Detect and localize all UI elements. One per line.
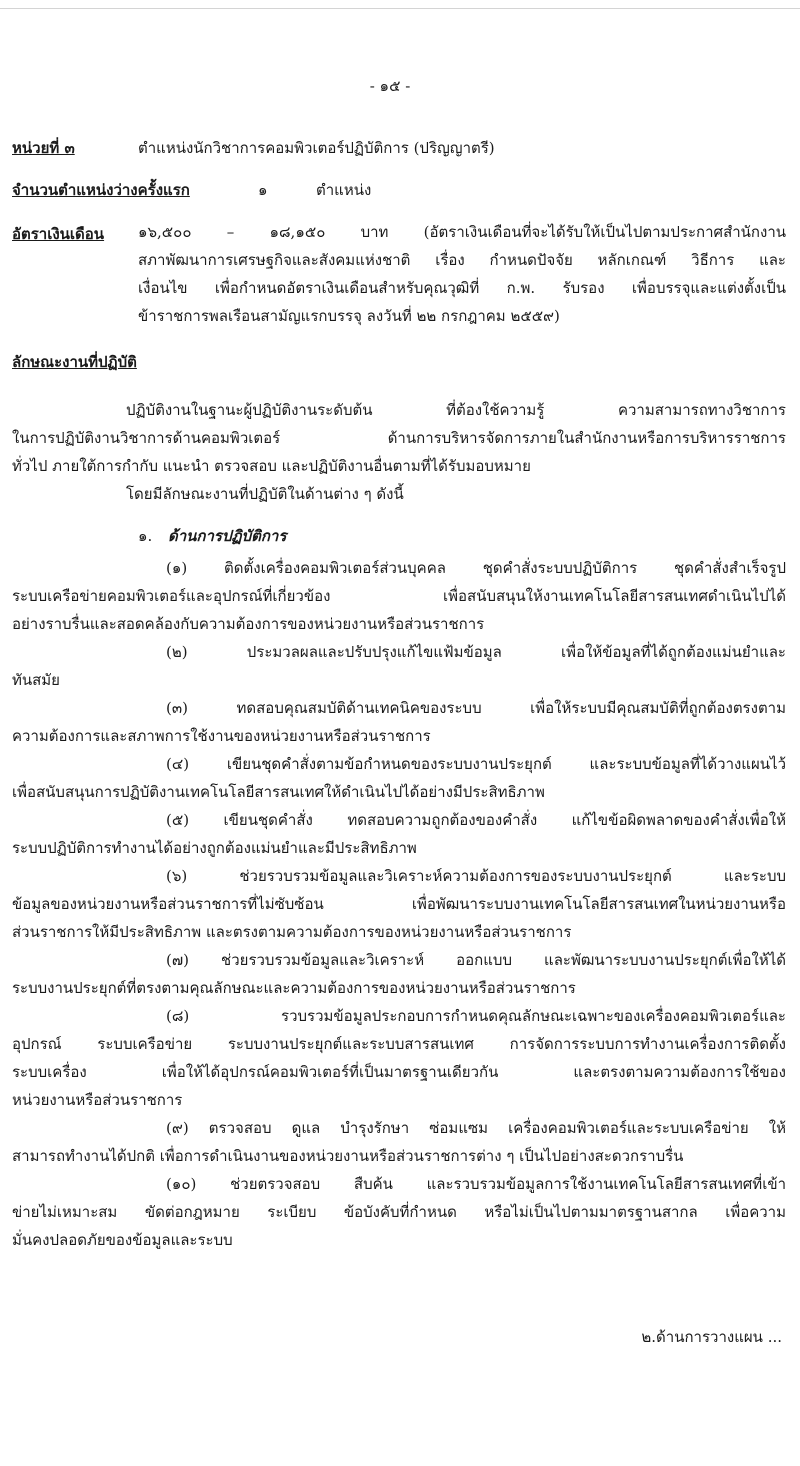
intro-line: ทั่วไป ภายใต้การกำกับ แนะนำ ตรวจสอบ และปฏิบัติงานอื่นตามที่ได้รับมอบหมาย xyxy=(12,457,531,475)
item-line: ทันสมัย xyxy=(12,671,60,689)
item-line: (๗) ช่วยรวบรวมข้อมูลและวิเคราะห์ ออกแบบ และพัฒนาระบบงานประยุกต์เพื่อให้ได้ xyxy=(166,951,786,969)
intro-line: ปฏิบัติงานในฐานะผู้ปฏิบัติงานระดับต้น ที่ต้องใช้ความรู้ ความสามารถทางวิชาการ xyxy=(126,401,786,419)
unit-label: หน่วยที่ ๓ xyxy=(12,139,75,157)
salary-label: อัตราเงินเดือน xyxy=(12,225,105,243)
salary-line: ข้าราชการพลเรือนสามัญแรกบรรจุ ลงวันที่ ๒๒ กรกฎาคม ๒๕๕๙) xyxy=(138,307,560,325)
item-line: สามารถทำงานได้ปกติ เพื่อการดำเนินงานของหน่วยงานหรือส่วนราชการต่าง ๆ เป็นไปอย่างสะดวกราบรื่น xyxy=(12,1147,684,1165)
list-item xyxy=(12,946,786,1002)
item-line: มั่นคงปลอดภัยของข้อมูลและระบบ xyxy=(12,1231,233,1249)
section-number: ๑. xyxy=(138,527,153,545)
item-line: ระบบเครื่อง เพื่อให้ได้อุปกรณ์คอมพิวเตอร์ที่เป็นมาตรฐานเดียวกัน และตรงตามความต้องการใช้ของ xyxy=(12,1063,786,1081)
vacancy-count: ๑ xyxy=(258,181,268,199)
item-line: ส่วนราชการให้มีประสิทธิภาพ และตรงตามความต้องการของหน่วยงานหรือส่วนราชการ xyxy=(12,923,572,941)
item-line: (๙) ตรวจสอบ ดูแล บำรุงรักษา ซ่อมแซม เครื่องคอมพิวเตอร์และระบบเครือข่าย ให้ xyxy=(166,1119,786,1137)
section-title: ด้านการปฏิบัติการ xyxy=(168,527,287,545)
salary-line: ๑๖,๕๐๐ – ๑๘,๑๕๐ บาท (อัตราเงินเดือนที่จะได้รับให้เป็นไปตามประกาศสำนักงาน xyxy=(138,223,786,241)
vacancy-unit: ตำแหน่ง xyxy=(316,181,372,199)
page-number: - ๑๕ - xyxy=(369,77,411,95)
intro-paragraph xyxy=(12,396,786,508)
vacancy-label: จำนวนตำแหน่งว่างครั้งแรก xyxy=(12,181,190,199)
job-nature-heading: ลักษณะงานที่ปฏิบัติ xyxy=(12,353,137,371)
item-line: (๑) ติดตั้งเครื่องคอมพิวเตอร์ส่วนบุคคล ชุดคำสั่งระบบปฏิบัติการ ชุดคำสั่งสำเร็จรูป xyxy=(166,559,786,577)
salary-line: สภาพัฒนาการเศรษฐกิจและสังคมแห่งชาติ เรื่อง กำหนดปัจจัย หลักเกณฑ์ วิธีการ และ xyxy=(138,251,786,269)
item-line: ระบบงานประยุกต์ที่ตรงตามคุณลักษณะและความต้องการของหน่วยงานหรือส่วนราชการ xyxy=(12,979,576,997)
item-line: (๖) ช่วยรวบรวมข้อมูลและวิเคราะห์ความต้องการของระบบงานประยุกต์ และระบบ xyxy=(166,867,786,885)
list-item xyxy=(12,1114,786,1170)
item-line: (๘) รวบรวมข้อมูลประกอบการกำหนดคุณลักษณะเฉพาะของเครื่องคอมพิวเตอร์และ xyxy=(166,1007,786,1025)
item-line: ข้อมูลของหน่วยงานหรือส่วนราชการที่ไม่ซับซ้อน เพื่อพัฒนาระบบงานเทคโนโลยีสารสนเทศในหน่วยงานหรือ xyxy=(12,895,786,913)
item-line: (๔) เขียนชุดคำสั่งตามข้อกำหนดของระบบงานประยุกต์ และระบบข้อมูลที่ได้วางแผนไว้ xyxy=(166,755,786,773)
list-item xyxy=(12,1002,786,1114)
item-line: ระบบปฏิบัติการทำงานได้อย่างถูกต้องแม่นยำและมีประสิทธิภาพ xyxy=(12,839,417,857)
item-line: (๑๐) ช่วยตรวจสอบ สืบค้น และรวบรวมข้อมูลการใช้งานเทคโนโลยีสารสนเทศที่เข้า xyxy=(166,1175,786,1193)
salary-text xyxy=(138,218,786,330)
list-item xyxy=(12,750,786,806)
intro-line-2: โดยมีลักษณะงานที่ปฏิบัติในด้านต่าง ๆ ดังนี้ xyxy=(126,485,404,503)
item-line: ข่ายไม่เหมาะสม ขัดต่อกฎหมาย ระเบียบ ข้อบังคับที่กำหนด หรือไม่เป็นไปตามมาตรฐานสากล เพื่อความ xyxy=(12,1203,786,1221)
item-line: อุปกรณ์ ระบบเครือข่าย ระบบงานประยุกต์และระบบสารสนเทศ การจัดการระบบการทำงานเครื่องการติดตั้ง xyxy=(12,1035,786,1053)
page-top-border xyxy=(0,8,800,9)
salary-line: เงื่อนไข เพื่อกำหนดอัตราเงินเดือนสำหรับคุณวุฒิที่ ก.พ. รับรอง เพื่อบรรจุและแต่งตั้งเป็น xyxy=(138,279,786,297)
intro-line: ในการปฏิบัติงานวิชาการด้านคอมพิวเตอร์ ด้านการบริหารจัดการภายในสำนักงานหรือการบริหารราชการ xyxy=(12,429,786,447)
list-item xyxy=(12,554,786,638)
item-line: ความต้องการและสภาพการใช้งานของหน่วยงานหรือส่วนราชการ xyxy=(12,727,431,745)
list-item xyxy=(12,806,786,862)
item-line: (๓) ทดสอบคุณสมบัติด้านเทคนิคของระบบ เพื่อให้ระบบมีคุณสมบัติที่ถูกต้องตรงตาม xyxy=(166,699,786,717)
item-line: เพื่อสนับสนุนการปฏิบัติงานเทคโนโลยีสารสนเทศให้ดำเนินไปได้อย่างมีประสิทธิภาพ xyxy=(12,783,545,801)
item-line: (๕) เขียนชุดคำสั่ง ทดสอบความถูกต้องของคำสั่ง แก้ไขข้อผิดพลาดของคำสั่งเพื่อให้ xyxy=(166,811,786,829)
item-line: อย่างราบรื่นและสอดคล้องกับความต้องการของหน่วยงานหรือส่วนราชการ xyxy=(12,615,485,633)
list-item xyxy=(12,694,786,750)
list-item xyxy=(12,862,786,946)
item-list xyxy=(12,554,786,1254)
item-line: หน่วยงานหรือส่วนราชการ xyxy=(12,1091,183,1109)
item-line: ระบบเครือข่ายคอมพิวเตอร์และอุปกรณ์ที่เกี่ยวข้อง เพื่อสนับสนุนให้งานเทคโนโลยีสารสนเทศดำเนินไปได้ xyxy=(12,587,786,605)
continuation-note: ๒.ด้านการวางแผน ... xyxy=(641,1328,782,1346)
unit-title: ตำแหน่งนักวิชาการคอมพิวเตอร์ปฏิบัติการ (ปริญญาตรี) xyxy=(138,139,495,157)
list-item xyxy=(12,1170,786,1254)
item-line: (๒) ประมวลผลและปรับปรุงแก้ไขแฟ้มข้อมูล เพื่อให้ข้อมูลที่ได้ถูกต้องแม่นยำและ xyxy=(166,643,786,661)
list-item xyxy=(12,638,786,694)
